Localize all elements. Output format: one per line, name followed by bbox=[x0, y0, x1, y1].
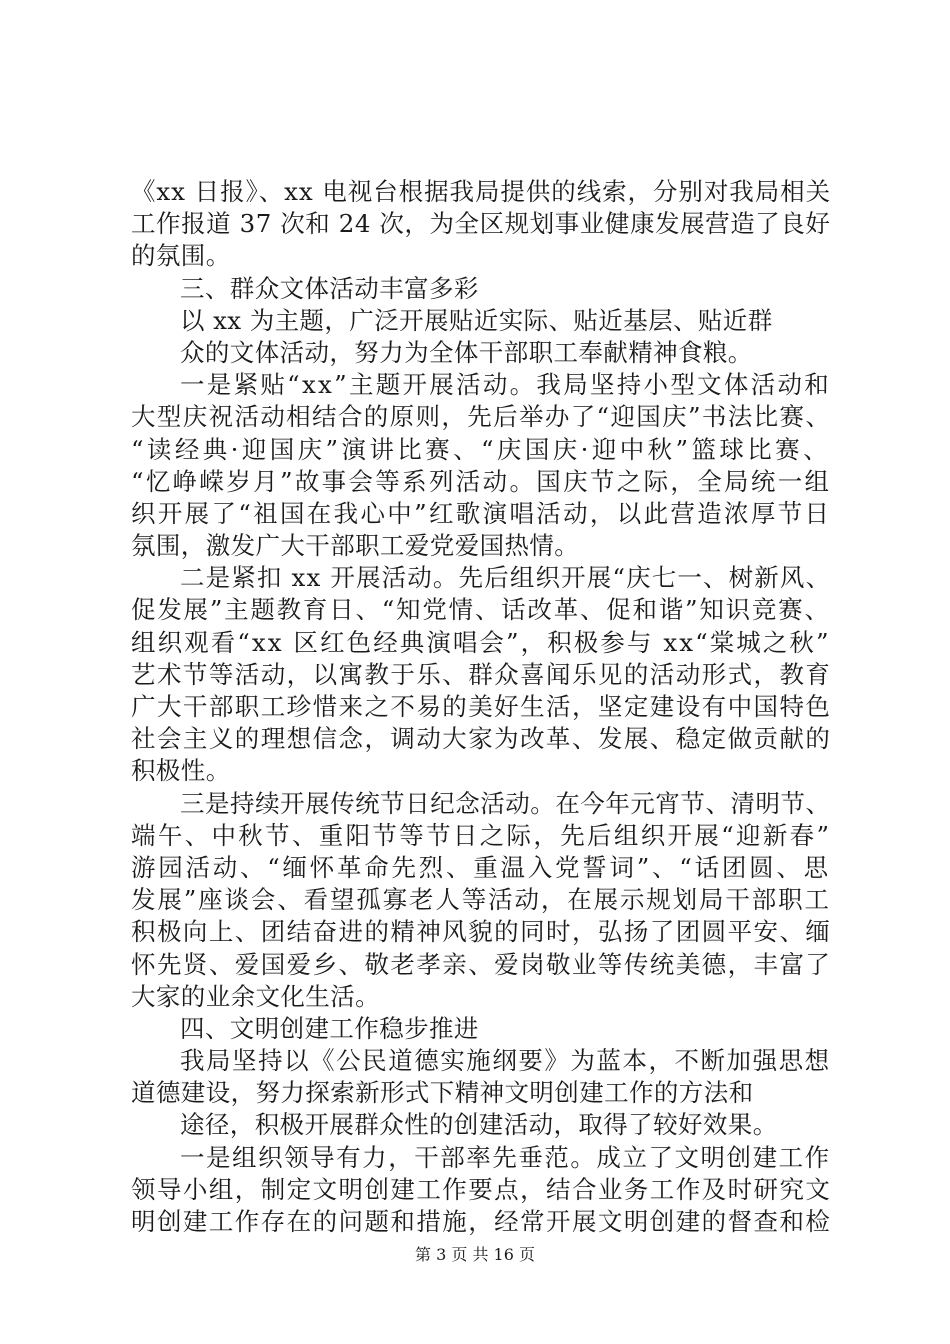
text-line: 织开展了“祖国在我心中”红歌演唱活动，以此营造浓厚节日 bbox=[131, 498, 832, 528]
text-line: 我局坚持以《公民道德实施纲要》为蓝本，不断加强思想 bbox=[180, 1046, 831, 1076]
text-line: 二是紧扣 xx 开展活动。先后组织开展“庆七一、树新风、 bbox=[180, 563, 832, 593]
document-body bbox=[131, 176, 831, 1238]
text-line: 怀先贤、爱国爱乡、敬老孝亲、爱岗敬业等传统美德，丰富了 bbox=[131, 949, 832, 979]
text-line: 工作报道 37 次和 24 次，为全区规划事业健康发展营造了良好 bbox=[131, 209, 831, 239]
text-line: “忆峥嵘岁月”故事会等系列活动。国庆节之际，全局统一组 bbox=[131, 466, 832, 496]
text-line: 大型庆祝活动相结合的原则，先后举办了“迎国庆”书法比赛、 bbox=[131, 402, 832, 432]
text-line: 途径，积极开展群众性的创建活动，取得了较好效果。 bbox=[180, 1110, 778, 1140]
text-line: 领导小组，制定文明创建工作要点，结合业务工作及时研究文 bbox=[131, 1174, 832, 1204]
text-line: 三、群众文体活动丰富多彩 bbox=[180, 273, 479, 303]
text-line: 社会主义的理想信念，调动大家为改革、发展、稳定做贡献的 bbox=[131, 724, 832, 754]
text-line: 大家的业余文化生活。 bbox=[131, 981, 380, 1011]
text-line: 众的文体活动，努力为全体干部职工奉献精神食粮。 bbox=[180, 337, 753, 367]
text-line: 广大干部职工珍惜来之不易的美好生活，坚定建设有中国特色 bbox=[131, 692, 832, 721]
text-line: 《xx 日报》、xx 电视台根据我局提供的线索，分别对我局相关 bbox=[131, 177, 832, 206]
text-line: 以 xx 为主题，广泛开展贴近实际、贴近基层、贴近群 bbox=[180, 305, 773, 335]
text-line: 端午、中秋节、重阳节等节日之际，先后组织开展“迎新春” bbox=[131, 820, 832, 850]
text-line: “读经典·迎国庆”演讲比赛、“庆国庆·迎中秋”篮球比赛、 bbox=[131, 434, 831, 464]
text-line: 道德建设，努力探索新形式下精神文明创建工作的方法和 bbox=[131, 1078, 754, 1108]
text-line: 明创建工作存在的问题和措施，经常开展文明创建的督查和检 bbox=[131, 1207, 832, 1236]
text-line: 氛围，激发广大干部职工爱党爱国热情。 bbox=[131, 531, 580, 561]
text-line: 的氛围。 bbox=[131, 241, 231, 271]
text-line: 三是持续开展传统节日纪念活动。在今年元宵节、清明节、 bbox=[180, 788, 831, 818]
text-line: 组织观看“xx 区红色经典演唱会”，积极参与 xx“棠城之秋” bbox=[131, 627, 831, 657]
text-line: 积极性。 bbox=[131, 756, 231, 786]
text-line: 一是紧贴“xx”主题开展活动。我局坚持小型文体活动和 bbox=[180, 370, 832, 400]
text-line: 游园活动、“缅怀革命先烈、重温入党誓词”、“话团圆、思 bbox=[131, 852, 831, 882]
text-line: 四、文明创建工作稳步推进 bbox=[180, 1013, 479, 1043]
text-line: 促发展”主题教育日、“知党情、话改革、促和谐”知识竞赛、 bbox=[131, 595, 831, 625]
text-line: 发展”座谈会、看望孤寡老人等活动，在展示规划局干部职工 bbox=[131, 885, 831, 915]
text-line: 一是组织领导有力，干部率先垂范。成立了文明创建工作 bbox=[180, 1142, 831, 1172]
text-line: 艺术节等活动，以寓教于乐、群众喜闻乐见的活动形式，教育 bbox=[131, 659, 832, 689]
text-line: 积极向上、团结奋进的精神风貌的同时，弘扬了团圆平安、缅 bbox=[131, 917, 832, 947]
page-footer: 第 3 页 共 16 页 bbox=[415, 1245, 535, 1264]
